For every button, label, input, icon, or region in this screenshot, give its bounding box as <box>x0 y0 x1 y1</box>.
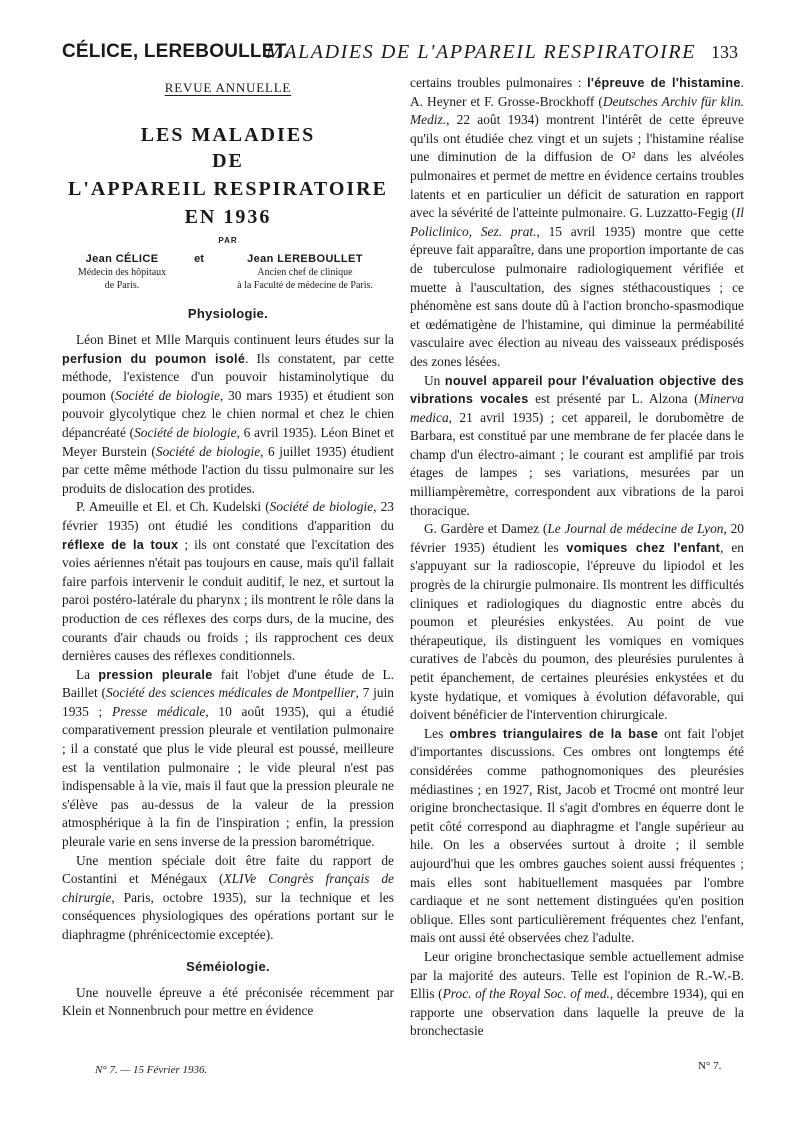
paragraph: Une mention spéciale doit être faite du rapport de Costantini et Ménégaux (XLIVe Congrès français de chirurgie, Paris, octobre 1935), sur la technique et les conséquences physiologiques des opérations portant sur le diaphragme (phrénicectomie exceptée). <box>62 852 394 942</box>
author1-affil1: Médecin des hôpitaux <box>77 267 167 278</box>
header-title: MALADIES DE L'APPAREIL RESPIRATOIRE <box>266 41 697 63</box>
paragraph: La pression pleurale fait l'objet d'une étude de L. Baillet (Société des sciences médicales de Montpellier, 7 juin 1935 ; Presse médicale, 10 août 1935), qui a étudié comparativement pression pleurale et ventilation pulmonaire ; il a constaté que plus le vide pleural est poussé, meilleure est la ventilation pulmonaire ; le vide pleural n'est pas indispensable à la vie, mais il faut que la pression pleurale ne s'élève pas au-dessus de la valeur de la pression atmosphérique à la fin de l'inspiration ; enfin, la pression pleurale varie en sens inverse de la pression barométrique. <box>62 666 394 850</box>
author2-name: Jean LEREBOULLET <box>247 253 363 265</box>
authors-block <box>62 253 394 292</box>
article-title-line2: DE <box>212 150 244 172</box>
paragraph: Léon Binet et Mlle Marquis continuent leurs études sur la perfusion du poumon isolé. Ils constatent, par cette méthode, l'existence d'un pouvoir histaminolytique du poumon (Société de biologie, 30 mars 1935) et étudient son pouvoir glycolytique chez le chien normal et chez le chien dépancréaté (Société de biologie, 6 avril 1935). Léon Binet et Meyer Burstein (Société de biologie, 6 juillet 1935) étudient par cette même méthode l'action du tissu pulmonaire sur les produits de dislocation des protides. <box>62 332 394 496</box>
article-title-line1: LES MALADIES <box>140 124 316 146</box>
paragraph: P. Ameuille et El. et Ch. Kudelski (Société de biologie, 23 février 1935) ont étudié les conditions d'apparition du réflexe de la toux ; ils ont constaté que l'excitation des voies aériennes n'était pas toujours en cause, mais qu'il fallait faire parfois intervenir le conduit auditif, le nez, et surtout la paroi postéro-latérale du pharynx ; ils montrent le rôle dans la production de ces réflexes des corps durs, de la mucine, des courants d'air chauds ou froids ; ils rapprochent ces deux dernières causes des réflexes conditionnels. <box>62 499 395 664</box>
author2-affil2: à la Faculté de médecine de Paris. <box>237 280 373 291</box>
footer-issue: N° 7. — 15 Février 1936. <box>95 1064 208 1076</box>
author-lereboullet <box>216 253 394 292</box>
paragraph: certains troubles pulmonaires : l'épreuve de l'histamine. A. Heyner et F. Grosse-Brockhoff (Deutsches Archiv für klin. Mediz., 22 août 1934) montrent l'intérêt de cette épreuve qu'ils ont étudiée chez vingt et un sujets ; l'histamine réalise une diminution de la diffusion de O² dans les alvéoles pulmonaires et permet de mettre en évidence certains troubles latents et en particulier un déficit de saturation en rapport avec la sévérité de l'atteinte pulmonaire. G. Luzzatto-Fegig (Il Policlinico, Sez. prat., 15 avril 1935) montre que cette épreuve fait apparaître, dans une proportion importante de cas de tuberculose pulmonaire radiologiquement vérifiée et muette à l'auscultation, des signes stéthacoustiques ; ce phénomène est sans doute dû à l'action broncho-spasmodique et œdématigène de l'histamine, qui diminue la perméabilité vasculaire avec élection au niveau des vaisseaux prédisposés des zones lésées. <box>410 75 744 369</box>
footer-number: N° 7. <box>698 1060 722 1072</box>
paragraph: Leur origine bronchectasique semble actuellement admise par la majorité des auteurs. Telle est l'opinion de R.-W.-B. Ellis (Proc. of the Royal Soc. of med., décembre 1934), qui en rapporte une observation dans laquelle la preuve de la bronchectasie <box>410 948 745 1039</box>
article-title-line4: EN 1936 <box>184 206 272 228</box>
section-semeiologie: Séméiologie. <box>186 958 270 974</box>
left-column <box>62 74 394 1021</box>
author1-affil2: de Paris. <box>104 280 140 291</box>
page-number: 133 <box>711 42 738 62</box>
header-authors: CÉLICE, LEREBOULLET. <box>62 41 290 62</box>
article-title-line3: L'APPAREIL RESPIRATOIRE <box>68 178 388 200</box>
paragraph: Un nouvel appareil pour l'évaluation objective des vibrations vocales est présenté par L. Alzona (Minerva medica, 21 avril 1935) ; cet appareil, le dorubomètre de Barbara, est constitué par une membrane de fer placée dans le champ d'un électro-aimant ; le courant est amplifié par trois étages de lampes ; ses variations, mesurées par un milliampèremètre, correspondent aux vibrations de la paroi thoracique. <box>410 372 744 518</box>
par-label: PAR <box>218 236 238 245</box>
paragraph: Les ombres triangulaires de la base ont fait l'objet d'importantes discussions. Ces ombres ont longtemps été considérées comme pathognomoniques des pleurésies médiastines ; en 1927, Rist, Jacob et Trocmé ont montré leur origine bronchectasique. Il s'agit d'ombres en équerre dont le petit côté correspond au diaphragme et l'angle supérieur au hile. On les a observées surtout à droite ; il semble aujourd'hui que les ombres gauches soient aussi fréquentes ; mais elles sont habituellement masquées par l'ombre cardiaque et ne sont nettement distinguées qu'en position oblique. Elles sont particulièrement fréquentes chez l'enfant, mais ont aussi été observées chez l'adulte. <box>410 725 744 946</box>
right-column <box>410 74 744 1041</box>
author1-name: Jean CÉLICE <box>85 253 159 265</box>
revue-label: REVUE ANNUELLE <box>164 80 292 95</box>
paragraph: Une nouvelle épreuve a été préconisée récemment par Klein et Nonnenbruch pour mettre en évidence <box>62 984 394 1019</box>
author-celice <box>62 253 182 292</box>
author-conjunction: et <box>194 253 204 265</box>
running-header <box>62 41 742 69</box>
paragraph: G. Gardère et Damez (Le Journal de médecine de Lyon, 20 février 1935) étudient les vomiques chez l'enfant, en s'appuyant sur la radioscopie, l'épreuve du lipiodol et les progrès de la chirurgie pulmonaire. Ils montrent les difficultés cliniques et radiologiques du diagnostic entre abcès du poumon et pleurésies enkystées. Au point de vue thérapeutique, ils distinguent les vomiques en vomiques curatives de l'abcès du poumon, des pleurésies purulentes à petit épanchement, de certaines pleurésies enkystées et du kyste hydatique, et vomiques à évolution défavorable, qui doivent bénéficier de l'intervention chirurgicale. <box>410 521 745 723</box>
section-physiologie: Physiologie. <box>187 306 269 321</box>
author2-affil1: Ancien chef de clinique <box>257 267 353 278</box>
